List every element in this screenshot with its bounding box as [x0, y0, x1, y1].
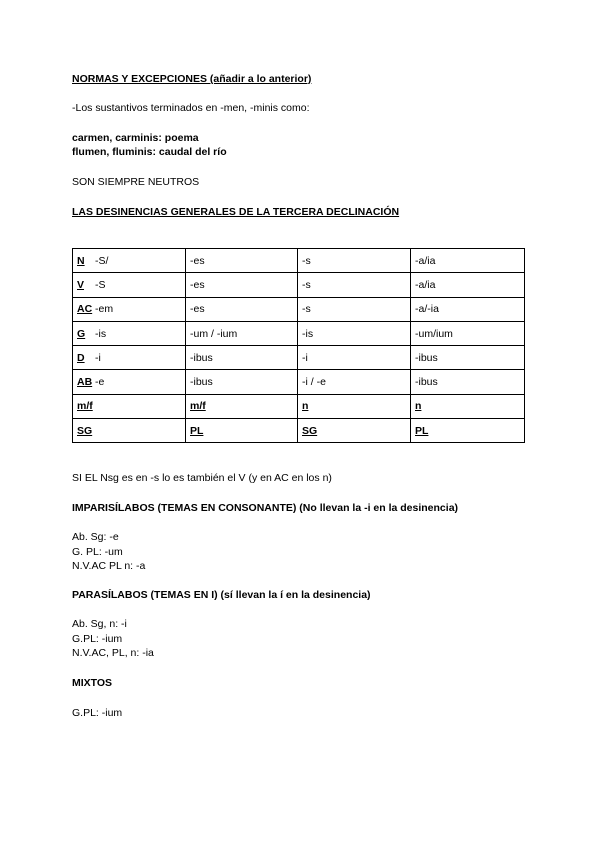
gender-cell: n — [411, 394, 525, 418]
gender-cell: n — [298, 394, 411, 418]
table-row — [73, 321, 525, 345]
table-cell: -um/ium — [411, 321, 525, 345]
cell-value: -i — [95, 351, 101, 364]
table-row — [73, 273, 525, 297]
number-cell: PL — [411, 419, 525, 443]
table-cell — [73, 370, 186, 394]
table-cell: -es — [186, 297, 298, 321]
example-carmen: carmen, carminis: poema — [72, 132, 199, 144]
case-label: AB — [77, 376, 93, 389]
heading-mixtos: MIXTOS — [72, 677, 113, 689]
table-row — [73, 297, 525, 321]
cell-value: -S — [95, 278, 106, 291]
number-cell: SG — [298, 419, 411, 443]
cell-value: -em — [95, 303, 114, 316]
number-cell: SG — [73, 419, 186, 443]
imparisilabos-line: G. PL: -um — [72, 546, 123, 558]
parasilabos-line: G.PL: -ium — [72, 633, 123, 645]
table-cell: -a/ia — [411, 249, 525, 273]
table-row — [73, 249, 525, 273]
case-label: AC — [77, 303, 93, 316]
cell-value: -e — [95, 376, 105, 389]
table-cell: -a/ia — [411, 273, 525, 297]
gender-cell: m/f — [73, 394, 186, 418]
table-cell: -i — [298, 346, 411, 370]
parasilabos-line: Ab. Sg, n: -i — [72, 618, 127, 630]
table-cell: -ibus — [186, 346, 298, 370]
table-cell — [73, 346, 186, 370]
intro-text: -Los sustantivos terminados en -men, -minis como: — [72, 102, 310, 114]
heading-desinencias: LAS DESINENCIAS GENERALES DE LA TERCERA DECLINACIÓN — [72, 206, 400, 218]
case-label: V — [77, 278, 85, 291]
heading-parasilabos: PARASÍLABOS (TEMAS EN I) (sí llevan la í en la desinencia) — [72, 589, 371, 601]
table-cell: -um / -ium — [186, 321, 298, 345]
table-cell: -ibus — [411, 346, 525, 370]
table-row-gender — [73, 394, 525, 418]
case-label: G — [77, 327, 86, 340]
table-cell: -a/-ia — [411, 297, 525, 321]
table-row-number — [73, 419, 525, 443]
cell-value: -is — [95, 327, 107, 340]
example-flumen: flumen, fluminis: caudal del río — [72, 146, 227, 158]
desinencias-table — [72, 248, 525, 443]
parasilabos-line: N.V.AC, PL, n: -ia — [72, 647, 154, 659]
table-cell — [73, 297, 186, 321]
cell-value: -S/ — [95, 254, 109, 267]
case-label: D — [77, 351, 85, 364]
table-cell: -s — [298, 297, 411, 321]
heading-normas: NORMAS Y EXCEPCIONES (añadir a lo anterior) — [72, 73, 312, 85]
neutral-note: SON SIEMPRE NEUTROS — [72, 176, 200, 188]
table-cell: -is — [298, 321, 411, 345]
table-cell: -ibus — [186, 370, 298, 394]
table-cell — [73, 321, 186, 345]
table-cell: -ibus — [411, 370, 525, 394]
table-cell — [73, 249, 186, 273]
table-row — [73, 346, 525, 370]
table-cell: -es — [186, 249, 298, 273]
case-label: N — [77, 254, 85, 267]
number-cell: PL — [186, 419, 298, 443]
gender-cell: m/f — [186, 394, 298, 418]
mixtos-line: G.PL: -ium — [72, 707, 123, 719]
table-cell: -es — [186, 273, 298, 297]
table-row — [73, 370, 525, 394]
note-nsg: SI EL Nsg es en -s lo es también el V (y en AC en los n) — [72, 472, 332, 484]
table-cell: -i / -e — [298, 370, 411, 394]
table-cell — [73, 273, 186, 297]
table-cell: -s — [298, 249, 411, 273]
imparisilabos-line: Ab. Sg: -e — [72, 531, 119, 543]
table-cell: -s — [298, 273, 411, 297]
heading-imparisilabos: IMPARISÍLABOS (TEMAS EN CONSONANTE) (No llevan la -i en la desinencia) — [72, 502, 459, 514]
imparisilabos-line: N.V.AC PL n: -a — [72, 560, 146, 572]
